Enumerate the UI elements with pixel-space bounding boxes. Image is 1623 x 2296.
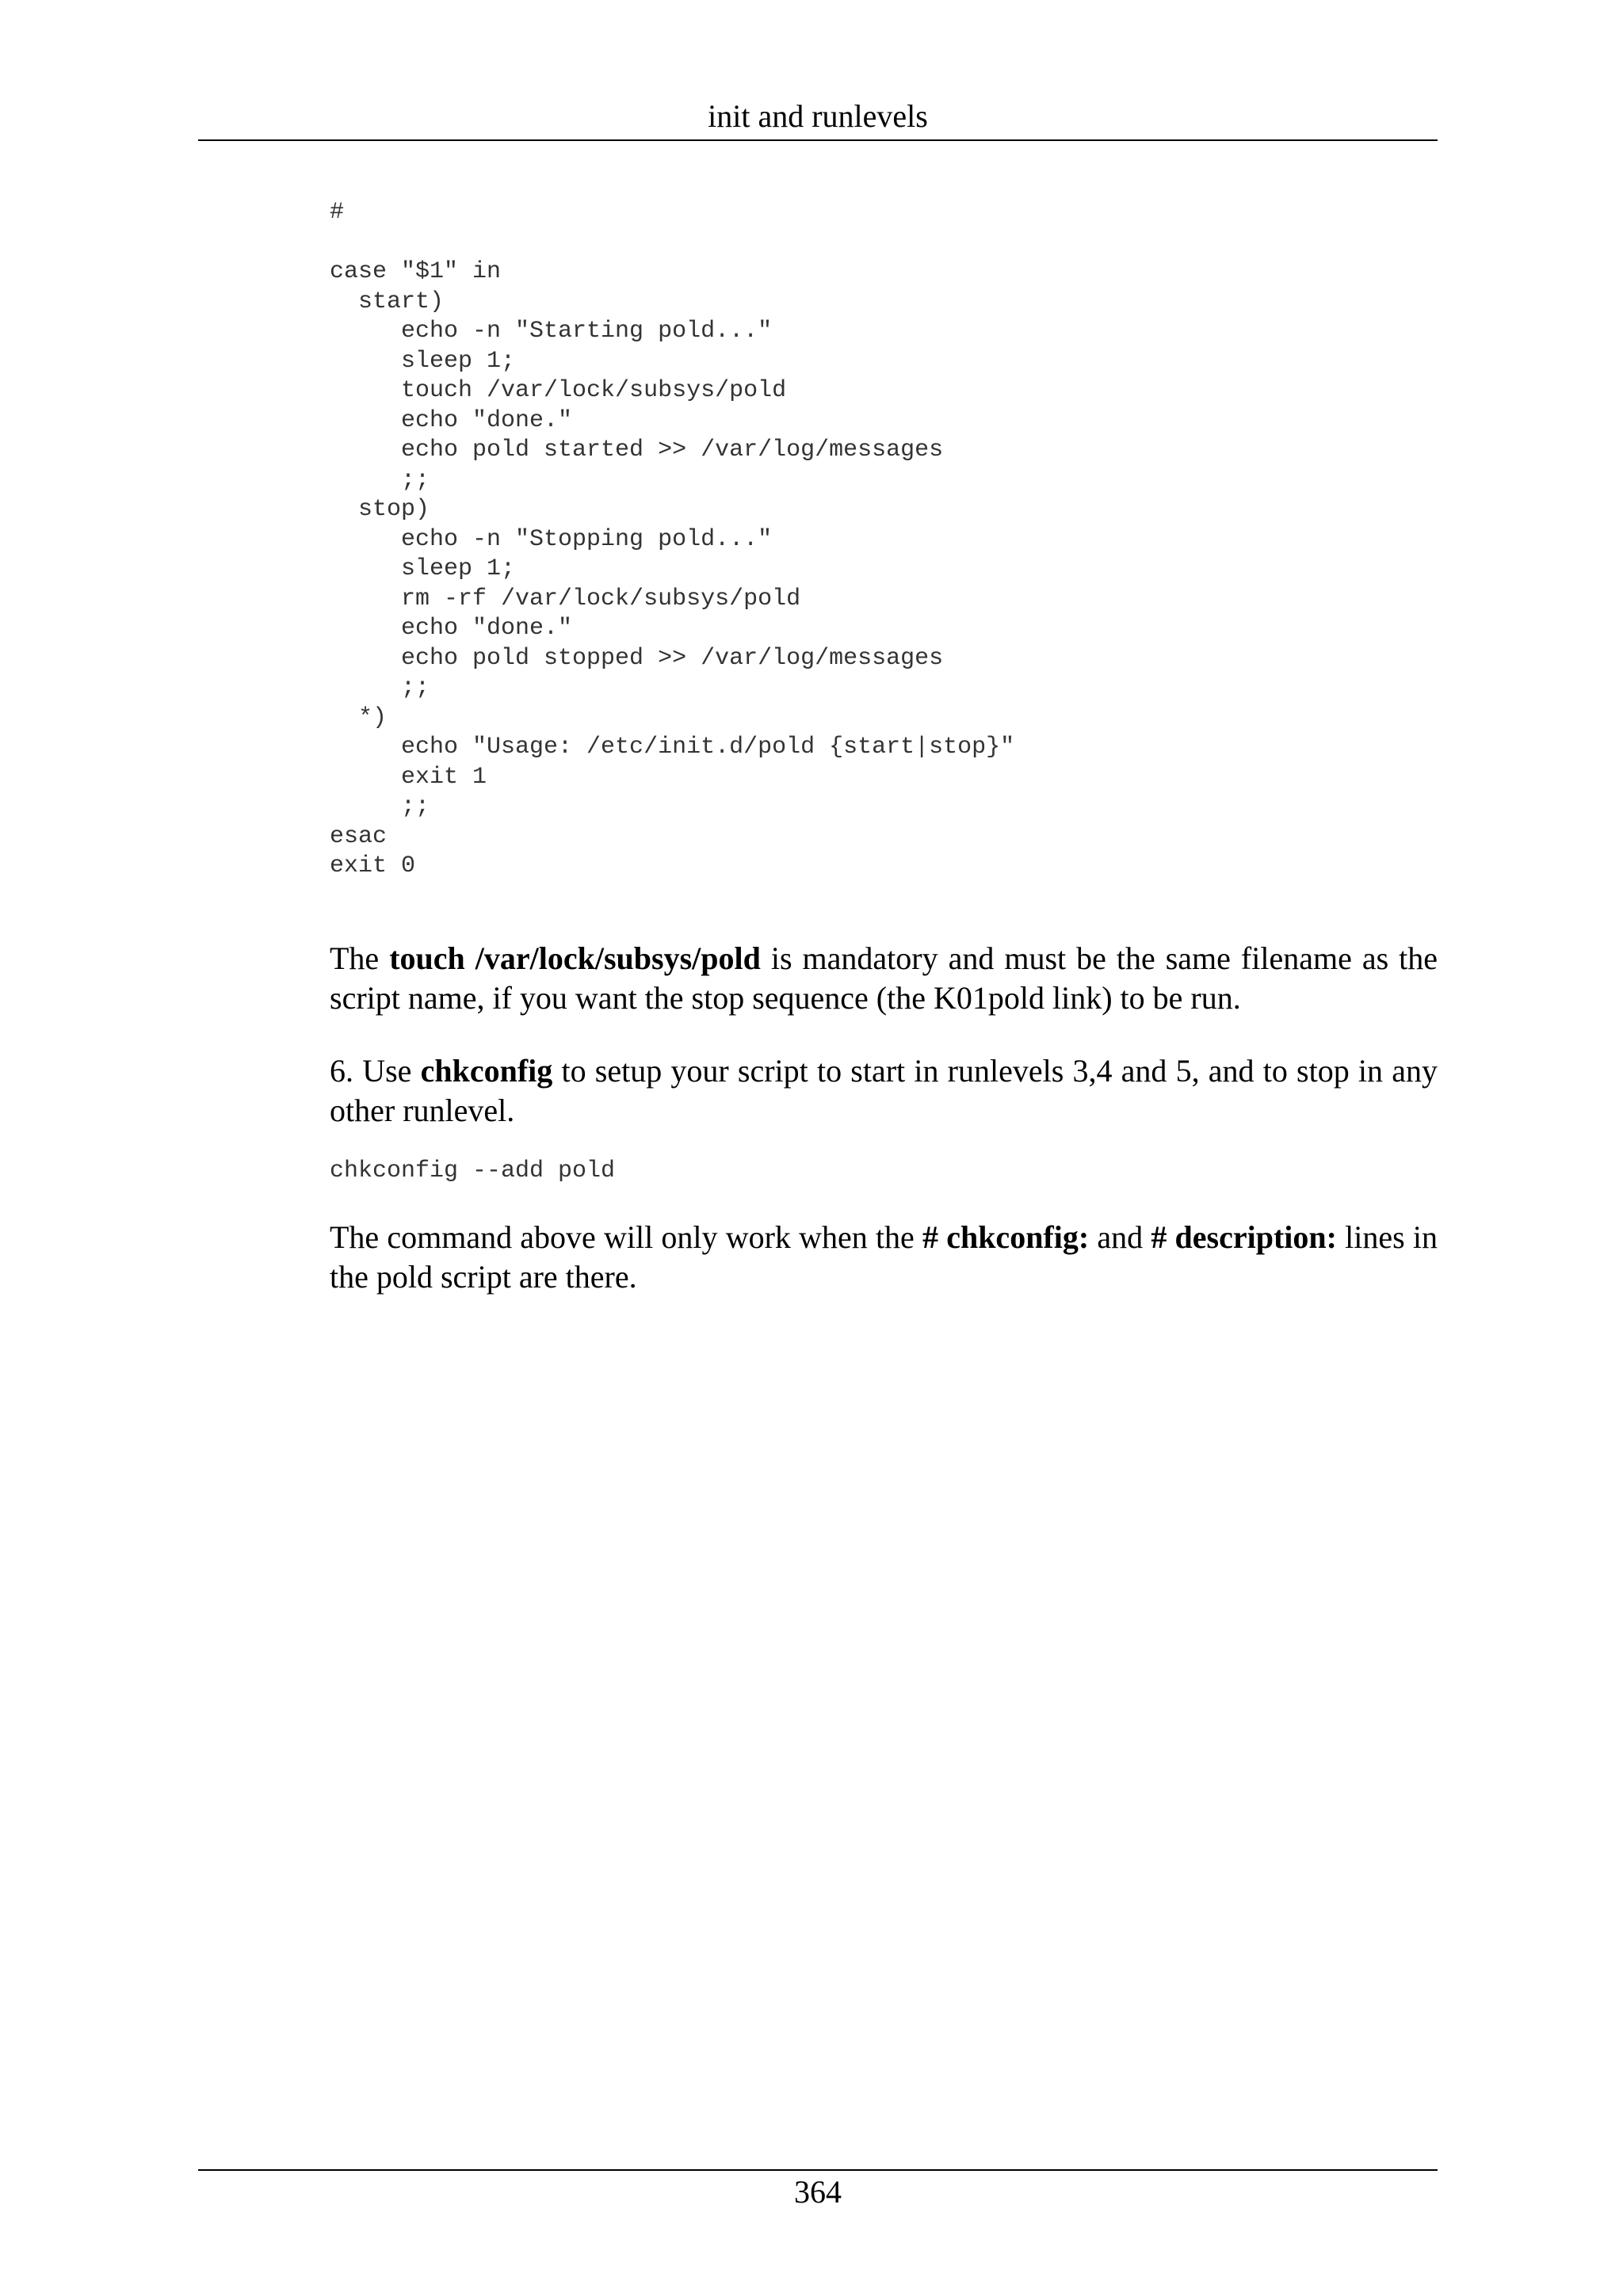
paragraph-chkconfig-note	[330, 1218, 1438, 1297]
bold-keyword: # chkconfig:	[922, 1219, 1090, 1255]
paragraph-text: to setup your script to start in runlevels 3,4 and 5, and to stop in any other runlevel.	[330, 1053, 1438, 1128]
paragraph-text: is mandatory and must be the same filename as the script name, if you want the stop sequence (the K01pold link) to be run.	[330, 940, 1438, 1016]
page-number: 364	[794, 2174, 842, 2210]
paragraph-step-6	[330, 1051, 1438, 1131]
paragraph-text: The command above will only work when the	[330, 1219, 922, 1255]
paragraph-touch-note	[330, 939, 1438, 1018]
paragraph-text: The	[330, 940, 390, 976]
bold-command: touch /var/lock/subsys/pold	[389, 940, 761, 976]
header-title: init and runlevels	[708, 98, 928, 134]
paragraph-text: lines in the pold script are there.	[330, 1219, 1438, 1295]
command-example: chkconfig --add pold	[330, 1158, 616, 1184]
code-block: # case "$1" in start) echo -n "Starting pold..." sleep 1; touch /var/lock/subsys/pold echo "done." echo pold started >> /var/log/messages ;; stop) echo -n "Stopping pold..." sleep 1; rm -rf /var/lock/subsys/pold echo "done." echo pold stopped >> /var/log/messages ;; *) echo "Usage: /etc/init.d/pold {start|stop}" exit 1 ;; esac exit 0	[330, 199, 1015, 879]
footer-divider	[198, 2169, 1438, 2171]
bold-keyword: # description:	[1151, 1219, 1337, 1255]
page-header	[198, 93, 1438, 141]
paragraph-text: and	[1089, 1219, 1151, 1255]
bold-command: chkconfig	[420, 1053, 553, 1089]
paragraph-text: 6. Use	[330, 1053, 421, 1089]
